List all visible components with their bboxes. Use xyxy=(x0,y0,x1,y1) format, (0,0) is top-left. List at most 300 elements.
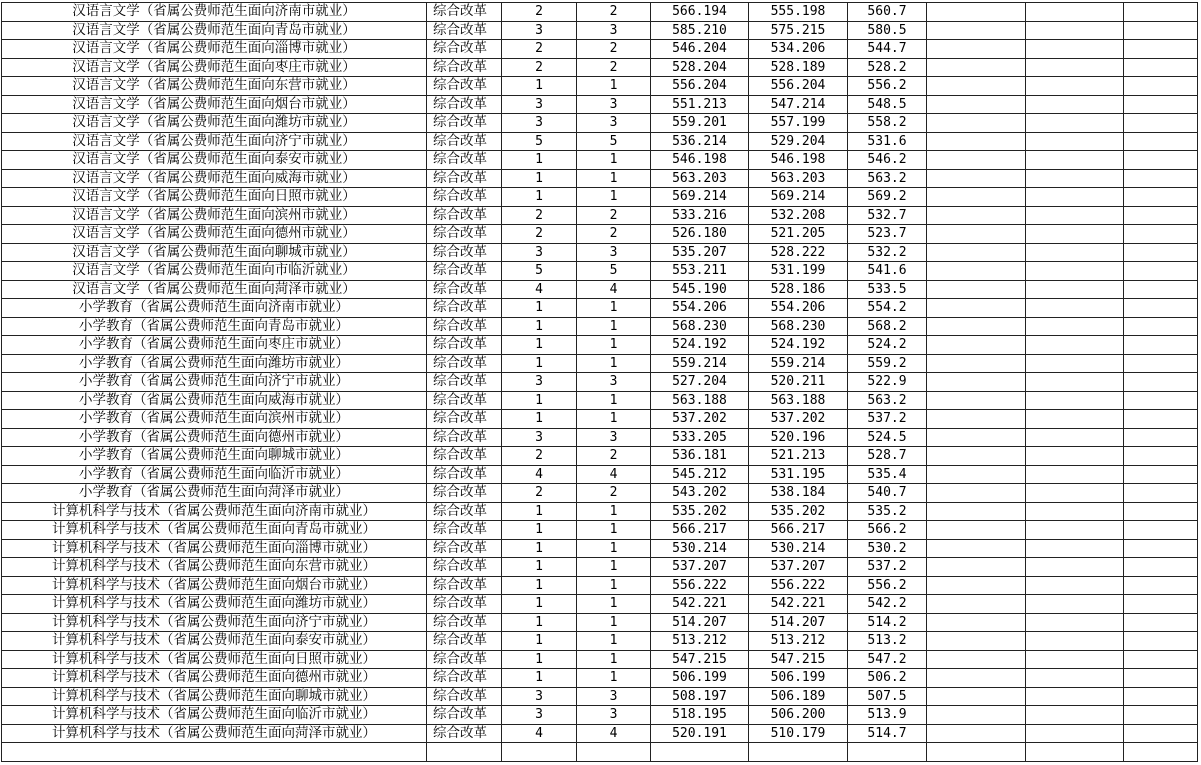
category-cell[interactable]: 综合改革 xyxy=(427,613,502,632)
avg-score-cell[interactable]: 554.2 xyxy=(848,299,927,318)
plan-count-cell[interactable]: 1 xyxy=(502,151,577,170)
category-cell[interactable]: 综合改革 xyxy=(427,188,502,207)
empty-cell[interactable] xyxy=(1026,632,1124,651)
avg-score-cell[interactable]: 568.2 xyxy=(848,317,927,336)
max-score-cell[interactable]: 554.206 xyxy=(651,299,749,318)
empty-cell[interactable] xyxy=(1026,21,1124,40)
max-score-cell[interactable]: 563.188 xyxy=(651,391,749,410)
min-score-cell[interactable]: 563.203 xyxy=(749,169,848,188)
category-cell[interactable]: 综合改革 xyxy=(427,114,502,133)
max-score-cell[interactable]: 526.180 xyxy=(651,225,749,244)
empty-cell[interactable] xyxy=(502,743,577,762)
plan-count-cell[interactable]: 2 xyxy=(502,3,577,22)
max-score-cell[interactable]: 546.204 xyxy=(651,40,749,59)
major-name-cell[interactable]: 小学教育（省属公费师范生面向青岛市就业） xyxy=(2,317,427,336)
empty-cell[interactable] xyxy=(1124,169,1198,188)
max-score-cell[interactable]: 545.190 xyxy=(651,280,749,299)
plan-count-cell[interactable]: 5 xyxy=(502,262,577,281)
admitted-count-cell[interactable]: 2 xyxy=(577,58,651,77)
empty-cell[interactable] xyxy=(927,521,1026,540)
plan-count-cell[interactable]: 3 xyxy=(502,706,577,725)
empty-cell[interactable] xyxy=(1124,706,1198,725)
avg-score-cell[interactable]: 563.2 xyxy=(848,169,927,188)
min-score-cell[interactable]: 555.198 xyxy=(749,3,848,22)
avg-score-cell[interactable]: 559.2 xyxy=(848,354,927,373)
max-score-cell[interactable]: 514.207 xyxy=(651,613,749,632)
category-cell[interactable]: 综合改革 xyxy=(427,317,502,336)
plan-count-cell[interactable]: 1 xyxy=(502,188,577,207)
max-score-cell[interactable]: 535.202 xyxy=(651,502,749,521)
min-score-cell[interactable]: 532.208 xyxy=(749,206,848,225)
category-cell[interactable]: 综合改革 xyxy=(427,336,502,355)
empty-cell[interactable] xyxy=(1026,706,1124,725)
empty-cell[interactable] xyxy=(927,373,1026,392)
min-score-cell[interactable]: 520.211 xyxy=(749,373,848,392)
major-name-cell[interactable]: 小学教育（省属公费师范生面向聊城市就业） xyxy=(2,447,427,466)
major-name-cell[interactable]: 计算机科学与技术（省属公费师范生面向淄博市就业） xyxy=(2,539,427,558)
empty-cell[interactable] xyxy=(927,724,1026,743)
empty-cell[interactable] xyxy=(927,576,1026,595)
major-name-cell[interactable]: 汉语言文学（省属公费师范生面向济宁市就业） xyxy=(2,132,427,151)
avg-score-cell[interactable]: 522.9 xyxy=(848,373,927,392)
major-name-cell[interactable]: 计算机科学与技术（省属公费师范生面向日照市就业） xyxy=(2,650,427,669)
empty-cell[interactable] xyxy=(2,743,427,762)
empty-cell[interactable] xyxy=(1026,595,1124,614)
category-cell[interactable]: 综合改革 xyxy=(427,447,502,466)
major-name-cell[interactable]: 小学教育（省属公费师范生面向临沂市就业） xyxy=(2,465,427,484)
category-cell[interactable]: 综合改革 xyxy=(427,539,502,558)
admitted-count-cell[interactable]: 1 xyxy=(577,650,651,669)
avg-score-cell[interactable]: 530.2 xyxy=(848,539,927,558)
admitted-count-cell[interactable]: 4 xyxy=(577,724,651,743)
min-score-cell[interactable]: 556.222 xyxy=(749,576,848,595)
plan-count-cell[interactable]: 4 xyxy=(502,465,577,484)
empty-cell[interactable] xyxy=(1026,391,1124,410)
category-cell[interactable]: 综合改革 xyxy=(427,95,502,114)
admitted-count-cell[interactable]: 1 xyxy=(577,317,651,336)
min-score-cell[interactable]: 575.215 xyxy=(749,21,848,40)
admitted-count-cell[interactable]: 3 xyxy=(577,243,651,262)
major-name-cell[interactable]: 小学教育（省属公费师范生面向菏泽市就业） xyxy=(2,484,427,503)
empty-cell[interactable] xyxy=(1124,151,1198,170)
max-score-cell[interactable]: 546.198 xyxy=(651,151,749,170)
plan-count-cell[interactable]: 2 xyxy=(502,447,577,466)
major-name-cell[interactable]: 汉语言文学（省属公费师范生面向聊城市就业） xyxy=(2,243,427,262)
major-name-cell[interactable]: 小学教育（省属公费师范生面向枣庄市就业） xyxy=(2,336,427,355)
max-score-cell[interactable]: 559.201 xyxy=(651,114,749,133)
empty-cell[interactable] xyxy=(927,595,1026,614)
plan-count-cell[interactable]: 1 xyxy=(502,354,577,373)
admitted-count-cell[interactable]: 3 xyxy=(577,706,651,725)
avg-score-cell[interactable]: 514.7 xyxy=(848,724,927,743)
max-score-cell[interactable]: 535.207 xyxy=(651,243,749,262)
max-score-cell[interactable]: 563.203 xyxy=(651,169,749,188)
plan-count-cell[interactable]: 2 xyxy=(502,58,577,77)
admitted-count-cell[interactable]: 1 xyxy=(577,558,651,577)
category-cell[interactable]: 综合改革 xyxy=(427,3,502,22)
max-score-cell[interactable]: 559.214 xyxy=(651,354,749,373)
max-score-cell[interactable]: 585.210 xyxy=(651,21,749,40)
category-cell[interactable]: 综合改革 xyxy=(427,280,502,299)
plan-count-cell[interactable]: 1 xyxy=(502,669,577,688)
empty-cell[interactable] xyxy=(1026,428,1124,447)
plan-count-cell[interactable]: 4 xyxy=(502,280,577,299)
empty-cell[interactable] xyxy=(1026,743,1124,762)
empty-cell[interactable] xyxy=(927,58,1026,77)
empty-cell[interactable] xyxy=(1124,95,1198,114)
admitted-count-cell[interactable]: 1 xyxy=(577,521,651,540)
empty-cell[interactable] xyxy=(1026,262,1124,281)
empty-cell[interactable] xyxy=(1124,484,1198,503)
plan-count-cell[interactable]: 3 xyxy=(502,114,577,133)
avg-score-cell[interactable]: 532.7 xyxy=(848,206,927,225)
plan-count-cell[interactable]: 5 xyxy=(502,132,577,151)
category-cell[interactable]: 综合改革 xyxy=(427,595,502,614)
plan-count-cell[interactable]: 3 xyxy=(502,243,577,262)
admitted-count-cell[interactable]: 1 xyxy=(577,188,651,207)
empty-cell[interactable] xyxy=(1124,428,1198,447)
major-name-cell[interactable]: 汉语言文学（省属公费师范生面向滨州市就业） xyxy=(2,206,427,225)
avg-score-cell[interactable]: 541.6 xyxy=(848,262,927,281)
admitted-count-cell[interactable]: 1 xyxy=(577,391,651,410)
empty-cell[interactable] xyxy=(927,465,1026,484)
empty-cell[interactable] xyxy=(1124,502,1198,521)
empty-cell[interactable] xyxy=(1124,354,1198,373)
admitted-count-cell[interactable]: 2 xyxy=(577,447,651,466)
major-name-cell[interactable]: 汉语言文学（省属公费师范生面向淄博市就业） xyxy=(2,40,427,59)
empty-cell[interactable] xyxy=(927,188,1026,207)
plan-count-cell[interactable]: 3 xyxy=(502,21,577,40)
max-score-cell[interactable]: 536.181 xyxy=(651,447,749,466)
major-name-cell[interactable]: 小学教育（省属公费师范生面向济南市就业） xyxy=(2,299,427,318)
plan-count-cell[interactable]: 4 xyxy=(502,724,577,743)
min-score-cell[interactable]: 528.222 xyxy=(749,243,848,262)
empty-cell[interactable] xyxy=(1026,669,1124,688)
min-score-cell[interactable]: 506.200 xyxy=(749,706,848,725)
category-cell[interactable]: 综合改革 xyxy=(427,484,502,503)
category-cell[interactable]: 综合改革 xyxy=(427,428,502,447)
category-cell[interactable]: 综合改革 xyxy=(427,58,502,77)
major-name-cell[interactable]: 汉语言文学（省属公费师范生面向日照市就业） xyxy=(2,188,427,207)
max-score-cell[interactable]: 506.199 xyxy=(651,669,749,688)
avg-score-cell[interactable]: 558.2 xyxy=(848,114,927,133)
min-score-cell[interactable]: 506.199 xyxy=(749,669,848,688)
empty-cell[interactable] xyxy=(1124,650,1198,669)
avg-score-cell[interactable]: 533.5 xyxy=(848,280,927,299)
empty-cell[interactable] xyxy=(1026,77,1124,96)
avg-score-cell[interactable]: 542.2 xyxy=(848,595,927,614)
plan-count-cell[interactable]: 3 xyxy=(502,687,577,706)
admitted-count-cell[interactable]: 5 xyxy=(577,262,651,281)
min-score-cell[interactable]: 538.184 xyxy=(749,484,848,503)
avg-score-cell[interactable]: 528.2 xyxy=(848,58,927,77)
empty-cell[interactable] xyxy=(1026,114,1124,133)
major-name-cell[interactable]: 小学教育（省属公费师范生面向潍坊市就业） xyxy=(2,354,427,373)
admitted-count-cell[interactable]: 1 xyxy=(577,669,651,688)
empty-cell[interactable] xyxy=(927,225,1026,244)
category-cell[interactable]: 综合改革 xyxy=(427,669,502,688)
major-name-cell[interactable]: 小学教育（省属公费师范生面向德州市就业） xyxy=(2,428,427,447)
min-score-cell[interactable]: 542.221 xyxy=(749,595,848,614)
max-score-cell[interactable]: 566.194 xyxy=(651,3,749,22)
major-name-cell[interactable]: 小学教育（省属公费师范生面向滨州市就业） xyxy=(2,410,427,429)
min-score-cell[interactable]: 531.199 xyxy=(749,262,848,281)
category-cell[interactable]: 综合改革 xyxy=(427,706,502,725)
min-score-cell[interactable]: 521.205 xyxy=(749,225,848,244)
empty-cell[interactable] xyxy=(1124,373,1198,392)
min-score-cell[interactable]: 547.214 xyxy=(749,95,848,114)
avg-score-cell[interactable]: 556.2 xyxy=(848,77,927,96)
empty-cell[interactable] xyxy=(1124,743,1198,762)
avg-score-cell[interactable]: 566.2 xyxy=(848,521,927,540)
category-cell[interactable]: 综合改革 xyxy=(427,21,502,40)
min-score-cell[interactable]: 569.214 xyxy=(749,188,848,207)
empty-cell[interactable] xyxy=(1026,354,1124,373)
empty-cell[interactable] xyxy=(927,21,1026,40)
empty-cell[interactable] xyxy=(1124,77,1198,96)
max-score-cell[interactable]: 551.213 xyxy=(651,95,749,114)
admitted-count-cell[interactable]: 3 xyxy=(577,687,651,706)
plan-count-cell[interactable]: 3 xyxy=(502,373,577,392)
major-name-cell[interactable]: 汉语言文学（省属公费师范生面向威海市就业） xyxy=(2,169,427,188)
min-score-cell[interactable]: 524.192 xyxy=(749,336,848,355)
admitted-count-cell[interactable]: 1 xyxy=(577,336,651,355)
min-score-cell[interactable]: 534.206 xyxy=(749,40,848,59)
admitted-count-cell[interactable]: 1 xyxy=(577,354,651,373)
major-name-cell[interactable]: 计算机科学与技术（省属公费师范生面向济南市就业） xyxy=(2,502,427,521)
min-score-cell[interactable]: 531.195 xyxy=(749,465,848,484)
empty-cell[interactable] xyxy=(927,743,1026,762)
admitted-count-cell[interactable]: 1 xyxy=(577,613,651,632)
empty-cell[interactable] xyxy=(927,447,1026,466)
empty-cell[interactable] xyxy=(1026,299,1124,318)
plan-count-cell[interactable]: 1 xyxy=(502,77,577,96)
admitted-count-cell[interactable]: 1 xyxy=(577,77,651,96)
empty-cell[interactable] xyxy=(1124,595,1198,614)
category-cell[interactable]: 综合改革 xyxy=(427,391,502,410)
admitted-count-cell[interactable]: 2 xyxy=(577,225,651,244)
category-cell[interactable]: 综合改革 xyxy=(427,576,502,595)
category-cell[interactable]: 综合改革 xyxy=(427,410,502,429)
max-score-cell[interactable]: 566.217 xyxy=(651,521,749,540)
admitted-count-cell[interactable]: 2 xyxy=(577,484,651,503)
category-cell[interactable]: 综合改革 xyxy=(427,77,502,96)
admitted-count-cell[interactable]: 1 xyxy=(577,539,651,558)
empty-cell[interactable] xyxy=(927,336,1026,355)
plan-count-cell[interactable]: 1 xyxy=(502,558,577,577)
empty-cell[interactable] xyxy=(927,132,1026,151)
max-score-cell[interactable]: 553.211 xyxy=(651,262,749,281)
admitted-count-cell[interactable]: 1 xyxy=(577,595,651,614)
empty-cell[interactable] xyxy=(927,280,1026,299)
avg-score-cell[interactable]: 560.7 xyxy=(848,3,927,22)
category-cell[interactable]: 综合改革 xyxy=(427,687,502,706)
plan-count-cell[interactable]: 2 xyxy=(502,40,577,59)
avg-score-cell[interactable]: 531.6 xyxy=(848,132,927,151)
category-cell[interactable]: 综合改革 xyxy=(427,262,502,281)
major-name-cell[interactable]: 汉语言文学（省属公费师范生面向市临沂就业） xyxy=(2,262,427,281)
max-score-cell[interactable]: 533.205 xyxy=(651,428,749,447)
empty-cell[interactable] xyxy=(1124,299,1198,318)
empty-cell[interactable] xyxy=(749,743,848,762)
empty-cell[interactable] xyxy=(1124,188,1198,207)
plan-count-cell[interactable]: 1 xyxy=(502,576,577,595)
min-score-cell[interactable]: 510.179 xyxy=(749,724,848,743)
min-score-cell[interactable]: 547.215 xyxy=(749,650,848,669)
empty-cell[interactable] xyxy=(927,558,1026,577)
plan-count-cell[interactable]: 1 xyxy=(502,299,577,318)
empty-cell[interactable] xyxy=(577,743,651,762)
empty-cell[interactable] xyxy=(927,40,1026,59)
empty-cell[interactable] xyxy=(927,632,1026,651)
min-score-cell[interactable]: 521.213 xyxy=(749,447,848,466)
category-cell[interactable]: 综合改革 xyxy=(427,373,502,392)
avg-score-cell[interactable]: 544.7 xyxy=(848,40,927,59)
empty-cell[interactable] xyxy=(1124,243,1198,262)
empty-cell[interactable] xyxy=(1124,225,1198,244)
empty-cell[interactable] xyxy=(1026,95,1124,114)
empty-cell[interactable] xyxy=(1124,558,1198,577)
plan-count-cell[interactable]: 1 xyxy=(502,613,577,632)
min-score-cell[interactable]: 559.214 xyxy=(749,354,848,373)
admitted-count-cell[interactable]: 1 xyxy=(577,502,651,521)
max-score-cell[interactable]: 536.214 xyxy=(651,132,749,151)
empty-cell[interactable] xyxy=(1124,613,1198,632)
major-name-cell[interactable]: 计算机科学与技术（省属公费师范生面向东营市就业） xyxy=(2,558,427,577)
min-score-cell[interactable]: 530.214 xyxy=(749,539,848,558)
plan-count-cell[interactable]: 1 xyxy=(502,650,577,669)
empty-cell[interactable] xyxy=(1026,151,1124,170)
max-score-cell[interactable]: 547.215 xyxy=(651,650,749,669)
empty-cell[interactable] xyxy=(927,613,1026,632)
empty-cell[interactable] xyxy=(927,95,1026,114)
admitted-count-cell[interactable]: 1 xyxy=(577,151,651,170)
avg-score-cell[interactable]: 537.2 xyxy=(848,558,927,577)
empty-cell[interactable] xyxy=(1026,373,1124,392)
empty-cell[interactable] xyxy=(1124,3,1198,22)
min-score-cell[interactable]: 556.204 xyxy=(749,77,848,96)
max-score-cell[interactable]: 542.221 xyxy=(651,595,749,614)
max-score-cell[interactable]: 527.204 xyxy=(651,373,749,392)
empty-cell[interactable] xyxy=(1124,280,1198,299)
avg-score-cell[interactable]: 540.7 xyxy=(848,484,927,503)
empty-cell[interactable] xyxy=(1124,724,1198,743)
avg-score-cell[interactable]: 537.2 xyxy=(848,410,927,429)
major-name-cell[interactable]: 计算机科学与技术（省属公费师范生面向德州市就业） xyxy=(2,669,427,688)
empty-cell[interactable] xyxy=(1124,58,1198,77)
empty-cell[interactable] xyxy=(1026,3,1124,22)
category-cell[interactable]: 综合改革 xyxy=(427,225,502,244)
empty-cell[interactable] xyxy=(927,669,1026,688)
empty-cell[interactable] xyxy=(1124,391,1198,410)
empty-cell[interactable] xyxy=(927,502,1026,521)
category-cell[interactable]: 综合改革 xyxy=(427,465,502,484)
max-score-cell[interactable]: 543.202 xyxy=(651,484,749,503)
min-score-cell[interactable]: 546.198 xyxy=(749,151,848,170)
admitted-count-cell[interactable]: 3 xyxy=(577,21,651,40)
empty-cell[interactable] xyxy=(927,77,1026,96)
empty-cell[interactable] xyxy=(427,743,502,762)
empty-cell[interactable] xyxy=(1124,521,1198,540)
empty-cell[interactable] xyxy=(1124,132,1198,151)
avg-score-cell[interactable]: 532.2 xyxy=(848,243,927,262)
plan-count-cell[interactable]: 1 xyxy=(502,539,577,558)
empty-cell[interactable] xyxy=(1026,724,1124,743)
empty-cell[interactable] xyxy=(1124,539,1198,558)
empty-cell[interactable] xyxy=(1124,576,1198,595)
avg-score-cell[interactable]: 507.5 xyxy=(848,687,927,706)
major-name-cell[interactable]: 小学教育（省属公费师范生面向济宁市就业） xyxy=(2,373,427,392)
empty-cell[interactable] xyxy=(1124,336,1198,355)
avg-score-cell[interactable]: 556.2 xyxy=(848,576,927,595)
admitted-count-cell[interactable]: 3 xyxy=(577,428,651,447)
empty-cell[interactable] xyxy=(1026,225,1124,244)
plan-count-cell[interactable]: 1 xyxy=(502,391,577,410)
max-score-cell[interactable]: 537.207 xyxy=(651,558,749,577)
max-score-cell[interactable]: 518.195 xyxy=(651,706,749,725)
empty-cell[interactable] xyxy=(1124,206,1198,225)
empty-cell[interactable] xyxy=(1124,687,1198,706)
empty-cell[interactable] xyxy=(848,743,927,762)
admitted-count-cell[interactable]: 1 xyxy=(577,632,651,651)
admitted-count-cell[interactable]: 3 xyxy=(577,114,651,133)
avg-score-cell[interactable]: 535.2 xyxy=(848,502,927,521)
empty-cell[interactable] xyxy=(927,299,1026,318)
max-score-cell[interactable]: 556.204 xyxy=(651,77,749,96)
min-score-cell[interactable]: 554.206 xyxy=(749,299,848,318)
major-name-cell[interactable]: 汉语言文学（省属公费师范生面向烟台市就业） xyxy=(2,95,427,114)
empty-cell[interactable] xyxy=(927,539,1026,558)
min-score-cell[interactable]: 557.199 xyxy=(749,114,848,133)
plan-count-cell[interactable]: 1 xyxy=(502,595,577,614)
plan-count-cell[interactable]: 2 xyxy=(502,225,577,244)
empty-cell[interactable] xyxy=(1124,114,1198,133)
avg-score-cell[interactable]: 523.7 xyxy=(848,225,927,244)
plan-count-cell[interactable]: 1 xyxy=(502,317,577,336)
min-score-cell[interactable]: 566.217 xyxy=(749,521,848,540)
empty-cell[interactable] xyxy=(1026,539,1124,558)
major-name-cell[interactable]: 计算机科学与技术（省属公费师范生面向烟台市就业） xyxy=(2,576,427,595)
empty-cell[interactable] xyxy=(927,706,1026,725)
empty-cell[interactable] xyxy=(1026,336,1124,355)
major-name-cell[interactable]: 小学教育（省属公费师范生面向威海市就业） xyxy=(2,391,427,410)
empty-cell[interactable] xyxy=(1026,465,1124,484)
min-score-cell[interactable]: 513.212 xyxy=(749,632,848,651)
admitted-count-cell[interactable]: 2 xyxy=(577,206,651,225)
min-score-cell[interactable]: 537.202 xyxy=(749,410,848,429)
empty-cell[interactable] xyxy=(1026,558,1124,577)
admitted-count-cell[interactable]: 1 xyxy=(577,299,651,318)
admitted-count-cell[interactable]: 4 xyxy=(577,465,651,484)
max-score-cell[interactable]: 545.212 xyxy=(651,465,749,484)
empty-cell[interactable] xyxy=(1124,21,1198,40)
plan-count-cell[interactable]: 3 xyxy=(502,95,577,114)
empty-cell[interactable] xyxy=(1026,243,1124,262)
empty-cell[interactable] xyxy=(1026,576,1124,595)
category-cell[interactable]: 综合改革 xyxy=(427,151,502,170)
avg-score-cell[interactable]: 580.5 xyxy=(848,21,927,40)
plan-count-cell[interactable]: 1 xyxy=(502,632,577,651)
category-cell[interactable]: 综合改革 xyxy=(427,354,502,373)
empty-cell[interactable] xyxy=(1026,447,1124,466)
avg-score-cell[interactable]: 535.4 xyxy=(848,465,927,484)
empty-cell[interactable] xyxy=(927,410,1026,429)
empty-cell[interactable] xyxy=(1026,132,1124,151)
major-name-cell[interactable]: 计算机科学与技术（省属公费师范生面向菏泽市就业） xyxy=(2,724,427,743)
empty-cell[interactable] xyxy=(1124,410,1198,429)
empty-cell[interactable] xyxy=(927,151,1026,170)
admitted-count-cell[interactable]: 4 xyxy=(577,280,651,299)
